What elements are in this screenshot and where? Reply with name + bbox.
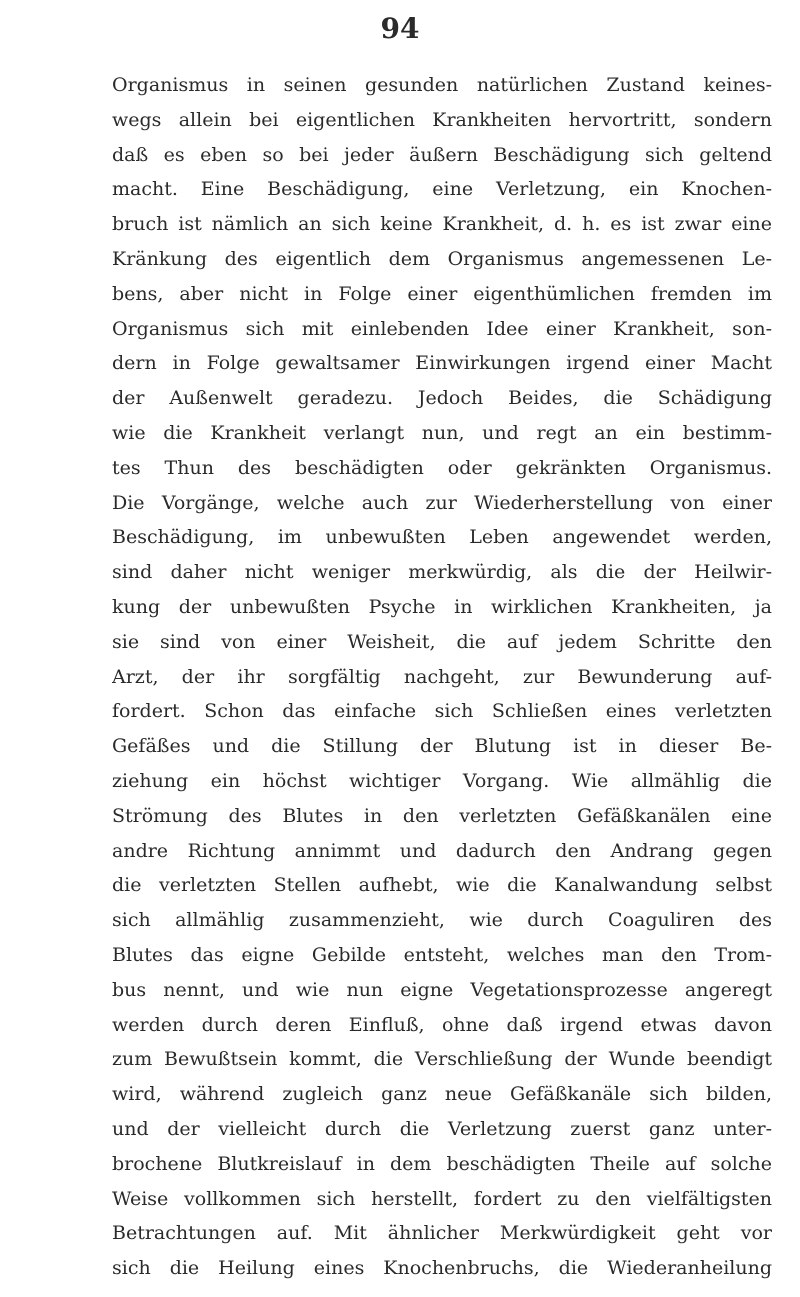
page-number: 94 <box>380 12 420 45</box>
text-line: andre Richtung annimmt und dadurch den Andrang gegen <box>112 839 772 862</box>
text-line: und der vielleicht durch die Verletzung zuerst ganz unter- <box>112 1117 772 1140</box>
text-line: die verletzten Stellen aufhebt, wie die Kanalwandung selbst <box>112 874 772 897</box>
text-line: Beschädigung, im unbewußten Leben angewendet werden, <box>112 526 772 549</box>
text-line: Weise vollkommen sich herstellt, fordert zu den vielfältigsten <box>112 1187 772 1210</box>
text-line: macht. Eine Beschädigung, eine Verletzung, ein Knochen- <box>112 178 772 201</box>
text-line: Organismus sich mit einlebenden Idee einer Krankheit, son- <box>112 317 772 340</box>
text-line: sich allmählig zusammenzieht, wie durch Coaguliren des <box>112 909 772 932</box>
text-line: Gefäßes und die Stillung der Blutung ist in dieser Be- <box>112 735 772 758</box>
text-line: tes Thun des beschädigten oder gekränkten Organismus. <box>112 456 772 479</box>
text-line: fordert. Schon das einfache sich Schließen eines verletzten <box>112 700 772 723</box>
text-line: bus nennt, und wie nun eigne Vegetationsprozesse angeregt <box>112 978 772 1001</box>
text-line: sich die Heilung eines Knochenbruchs, die Wiederanheilung <box>112 1257 772 1280</box>
text-line: Organismus in seinen gesunden natürlichen Zustand keines- <box>112 74 772 96</box>
text-line: kung der unbewußten Psyche in wirklichen Krankheiten, ja <box>112 595 772 618</box>
text-line: wie die Krankheit verlangt nun, und regt an ein bestimm- <box>112 421 772 444</box>
text-line: bruch ist nämlich an sich keine Krankheit, d. h. es ist zwar eine <box>112 213 772 236</box>
text-line: daß es eben so bei jeder äußern Beschädigung sich geltend <box>112 143 772 166</box>
text-line: ziehung ein höchst wichtiger Vorgang. Wie allmählig die <box>112 769 772 792</box>
body-text <box>112 68 772 1286</box>
text-line: wegs allein bei eigentlichen Krankheiten hervortritt, sondern <box>112 108 772 131</box>
text-line: sie sind von einer Weisheit, die auf jedem Schritte den <box>112 630 772 653</box>
text-line: Die Vorgänge, welche auch zur Wiederherstellung von einer <box>112 491 772 514</box>
text-line: zum Bewußtsein kommt, die Verschließung der Wunde beendigt <box>112 1048 772 1071</box>
text-line: der Außenwelt geradezu. Jedoch Beides, die Schädigung <box>112 387 772 410</box>
text-line: bens, aber nicht in Folge einer eigenthümlichen fremden im <box>112 282 772 305</box>
text-line: werden durch deren Einfluß, ohne daß irgend etwas davon <box>112 1013 772 1036</box>
text-line: Strömung des Blutes in den verletzten Gefäßkanälen eine <box>112 804 772 827</box>
text-line: Blutes das eigne Gebilde entsteht, welches man den Trom- <box>112 943 772 966</box>
text-line: Kränkung des eigentlich dem Organismus angemessenen Le- <box>112 247 772 270</box>
text-line: sind daher nicht weniger merkwürdig, als die der Heilwir- <box>112 561 772 584</box>
text-line: wird, während zugleich ganz neue Gefäßkanäle sich bilden, <box>112 1083 772 1106</box>
text-line: Arzt, der ihr sorgfältig nachgeht, zur Bewunderung auf- <box>112 665 772 688</box>
text-line: Betrachtungen auf. Mit ähnlicher Merkwürdigkeit geht vor <box>112 1222 772 1245</box>
text-line: brochene Blutkreislauf in dem beschädigten Theile auf solche <box>112 1152 772 1175</box>
text-line: dern in Folge gewaltsamer Einwirkungen irgend einer Macht <box>112 352 772 375</box>
